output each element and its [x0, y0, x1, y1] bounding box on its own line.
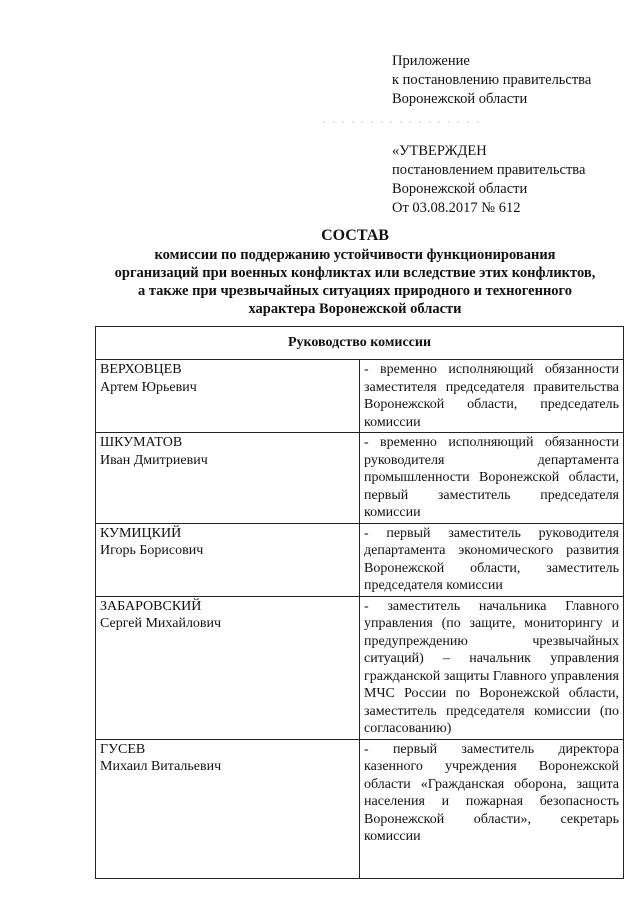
member-surname: ЗАБАРОВСКИЙ — [100, 598, 202, 614]
member-surname: ВЕРХОВЦЕВ — [100, 362, 182, 377]
member-name-cell — [96, 596, 360, 739]
member-given-name: Артем Юрьевич — [100, 379, 197, 395]
member-name-cell — [96, 433, 360, 524]
approval-line: Воронежской области — [392, 181, 528, 197]
member-surname: КУМИЦКИЙ — [100, 525, 182, 541]
member-name-cell — [96, 739, 360, 878]
table-row — [96, 739, 624, 878]
appendix-line: к постановлению правительства — [392, 72, 592, 88]
member-role: - первый заместитель директора казенного учреждения Воронежской области «Гражданская оборона, защита населения и пожарная безопасность Воронежской области», секретарь комиссии — [360, 739, 624, 878]
title-main: СОСТАВ — [321, 227, 389, 244]
member-name-cell — [96, 523, 360, 596]
appendix-block — [392, 52, 591, 109]
approval-line: «УТВЕРЖДЕН — [392, 143, 487, 159]
table-row — [96, 433, 624, 524]
member-surname: ГУСЕВ — [100, 741, 146, 757]
member-surname: ШКУМАТОВ — [100, 435, 183, 450]
appendix-line: Приложение — [392, 53, 470, 69]
member-role: - заместитель начальника Главного управления (по защите, мониторингу и предупреждению чрезвычайных ситуаций) – начальник управления гражданской защиты Главного управления МЧС России по Воронежской области, заместитель председателя комиссии (по согласованию) — [360, 596, 624, 739]
member-given-name: Игорь Борисович — [100, 543, 204, 558]
title-line: организаций при военных конфликтах или вследствие этих конфликтов, — [114, 265, 596, 281]
member-given-name: Сергей Михайлович — [100, 616, 222, 631]
member-role: - временно исполняющий обязанности руководителя департамента промышленности Воронежской области, первый заместитель председателя комиссии — [360, 433, 624, 524]
approval-date-number: От 03.08.2017 № 612 — [392, 200, 521, 216]
title-line: комиссии по поддержанию устойчивости функционирования — [154, 247, 556, 263]
title-line: а также при чрезвычайных ситуациях природного и техногенного — [137, 283, 573, 299]
appendix-line: Воронежской области — [392, 91, 528, 107]
table-row — [96, 596, 624, 739]
title-line: характера Воронежской области — [248, 301, 462, 317]
member-role: - временно исполняющий обязанности заместителя председателя правительства Воронежской области, председатель комиссии — [360, 360, 624, 433]
member-name-cell — [96, 360, 360, 433]
commission-table — [95, 326, 624, 879]
table-header-row — [96, 327, 624, 360]
approval-block — [392, 142, 585, 218]
approval-line: постановлением правительства — [392, 162, 586, 178]
document-title — [90, 226, 620, 318]
faded-stamp: · · · · · · · · · · · · · · · · · — [322, 114, 481, 129]
member-given-name: Михаил Витальевич — [100, 759, 222, 774]
member-role: - первый заместитель руководителя департамента экономического развития Воронежской области, заместитель председателя комиссии — [360, 523, 624, 596]
table-row — [96, 360, 624, 433]
table-row — [96, 523, 624, 596]
section-header: Руководство комиссии — [96, 327, 624, 360]
member-given-name: Иван Дмитриевич — [100, 452, 208, 468]
